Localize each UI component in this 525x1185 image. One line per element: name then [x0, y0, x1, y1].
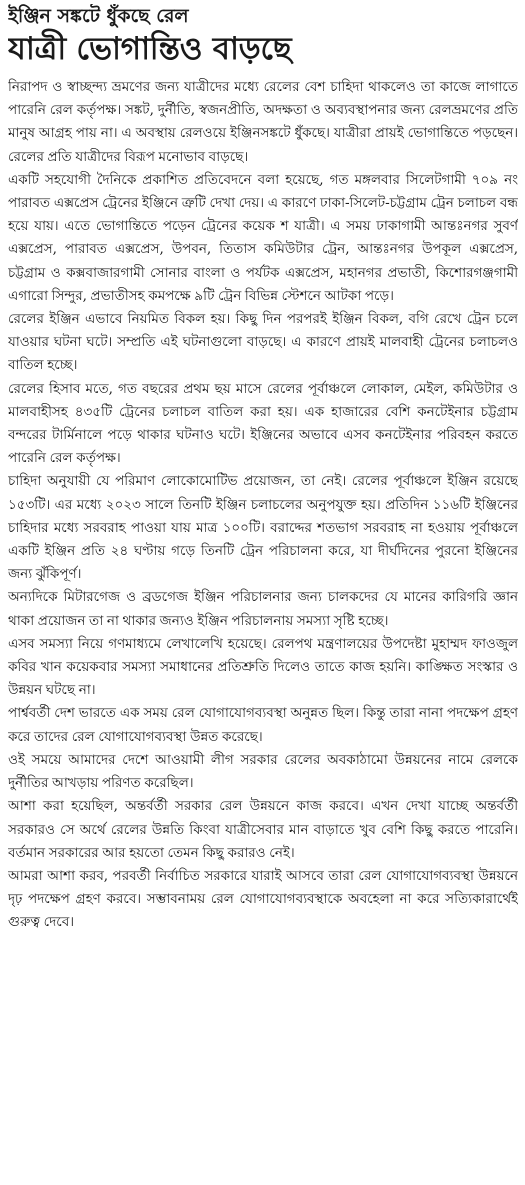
- paragraph: রেলের ইঞ্জিন এভাবে নিয়মিত বিকল হয়। কিছু দিন পরপরই ইঞ্জিন বিকল, বগি রেখে ট্রেন চলে যাওয়ার ঘটনা ঘটে। সম্প্রতি এই ঘটনাগুলো বাড়ছে। এ কারণে প্রায়ই মালবাহী ট্রেনের চলাচলও বাতিল হচ্ছে।: [8, 311, 518, 374]
- paragraph: অন্যদিকে মিটারগেজ ও ব্রডগেজ ইঞ্জিন পরিচালনার জন্য চালকদের যে মানের কারিগরি জ্ঞান থাকা প্রয়োজন তা না থাকার জন্যও ইঞ্জিন পরিচালনায় সমস্যা সৃষ্টি হচ্ছে।: [8, 589, 518, 629]
- paragraph: এসব সমস্যা নিয়ে গণমাধ্যমে লেখালেখি হয়েছে। রেলপথ মন্ত্রণালয়ের উপদেষ্টা মুহাম্মদ ফাওজুল কবির খান কয়েকবার সমস্যা সমাধানের প্রতিশ্রুতি দিলেও তাতে কাজ হয়নি। কাঙ্ক্ষিত সংস্কার ও উন্নয়ন ঘটছে না।: [8, 635, 518, 699]
- paragraph: পার্শ্ববর্তী দেশ ভারতে এক সময় রেল যোগাযোগব্যবস্থা অনুন্নত ছিল। কিন্তু তারা নানা পদক্ষেপ গ্রহণ করে তাদের রেল যোগাযোগব্যবস্থা উন্নত করেছে।: [8, 705, 518, 745]
- paragraph: একটি সহযোগী দৈনিকে প্রকাশিত প্রতিবেদনে বলা হয়েছে, গত মঙ্গলবার সিলেটগামী ৭০৯ নং পারাবত এক্সপ্রেস ট্রেনের ইঞ্জিনে ত্রুটি দেখা দেয়। এ কারণে ঢাকা-সিলেট-চট্টগ্রাম ট্রেন চলাচল বন্ধ হয়ে যায়। এতে ভোগান্তিতে পড়েন ট্রেনের কয়েক শ যাত্রী। এ সময় ঢাকাগামী আন্তঃনগর সুবর্ণ এক্সপ্রেস, পারাবত এক্সপ্রেস, উপবন, তিতাস কমিউটার ট্রেন, আন্তঃনগর উপকূল এক্সপ্রেস, চট্টগ্রাম ও কক্সবাজারগামী সোনার বাংলা ও পর্যটক এক্সপ্রেস, মহানগর প্রভাতী, কিশোরগঞ্জগামী এগারো সিন্দুর, প্রভাতীসহ কমপক্ষে ৯টি ট্রেন বিভিন্ন স্টেশনে আটকা পড়ে।: [8, 171, 518, 304]
- article: [8, 4, 518, 1180]
- paragraph: নিরাপদ ও স্বাচ্ছন্দ্য ভ্রমণের জন্য যাত্রীদের মধ্যে রেলের বেশ চাহিদা থাকলেও তা কাজে লাগাতে পারেনি রেল কর্তৃপক্ষ। সঙ্কট, দুর্নীতি, স্বজনপ্রীতি, অদক্ষতা ও অব্যবস্থাপনার জন্য রেলভ্রমণের প্রতি মানুষ আগ্রহ পায় না। এ অবস্থায় রেলওয়ে ইঞ্জিনসঙ্কটে ধুঁকছে। যাত্রীরা প্রায়ই ভোগান্তিতে পড়ছেন। রেলের প্রতি যাত্রীদের বিরূপ মনোভাব বাড়ছে।: [8, 79, 518, 165]
- paragraph: আশা করা হয়েছিল, অন্তর্বর্তী সরকার রেল উন্নয়নে কাজ করবে। এখন দেখা যাচ্ছে অন্তর্বর্তী সরকারও সে অর্থে রেলের উন্নতি কিংবা যাত্রীসেবার মান বাড়াতে খুব বেশি কিছু করতে পারেনি। বর্তমান সরকারের আর হয়তো তেমন কিছু করারও নেই।: [8, 798, 518, 861]
- main-headline: যাত্রী ভোগান্তিও বাড়ছে: [8, 31, 292, 67]
- kicker-headline: ইঞ্জিন সঙ্কটে ধুঁকছে রেল: [8, 5, 189, 27]
- article-body: [8, 76, 518, 935]
- paragraph: চাহিদা অনুযায়ী যে পরিমাণ লোকোমোটিভ প্রয়োজন, তা নেই। রেলের পূর্বাঞ্চলে ইঞ্জিন রয়েছে ১৫৩টি। এর মধ্যে ২০২৩ সালে তিনটি ইঞ্জিন চলাচলের অনুপযুক্ত হয়। প্রতিদিন ১১৬টি ইঞ্জিনের চাহিদার মধ্যে সরবরাহ পাওয়া যায় মাত্র ১০০টি। বরাদ্দের শতভাগ সরবরাহ না হওয়ায় পূর্বাঞ্চলে একটি ইঞ্জিন প্রতি ২৪ ঘণ্টায় গড়ে তিনটি ট্রেন পরিচালনা করে, যা দীর্ঘদিনের পুরনো ইঞ্জিনের জন্য ঝুঁকিপূর্ণ।: [8, 473, 518, 583]
- paragraph: রেলের হিসাব মতে, গত বছরের প্রথম ছয় মাসে রেলের পূর্বাঞ্চলে লোকাল, মেইল, কমিউটার ও মালবাহীসহ ৪৩৫টি ট্রেনের চলাচল বাতিল করা হয়। এক হাজারের বেশি কনটেইনার চট্টগ্রাম বন্দরের টার্মিনালে পড়ে থাকার ঘটনাও ঘটে। ইঞ্জিনের অভাবে এসব কনটেইনার পরিবহন করতে পারেনি রেল কর্তৃপক্ষ।: [8, 380, 518, 467]
- paragraph: ওই সময়ে আমাদের দেশে আওয়ামী লীগ সরকার রেলের অবকাঠামো উন্নয়নের নামে রেলকে দুর্নীতির আখড়ায় পরিণত করেছিল।: [8, 751, 518, 792]
- paragraph: আমরা আশা করব, পরবর্তী নির্বাচিত সরকারে যারাই আসবে তারা রেল যোগাযোগব্যবস্থা উন্নয়নে দৃঢ় পদক্ষেপ গ্রহণ করবে। সম্ভাবনাময় রেল যোগাযোগব্যবস্থাকে অবহেলা না করে সত্যিকারার্থেই গুরুত্ব দেবে।: [8, 867, 518, 931]
